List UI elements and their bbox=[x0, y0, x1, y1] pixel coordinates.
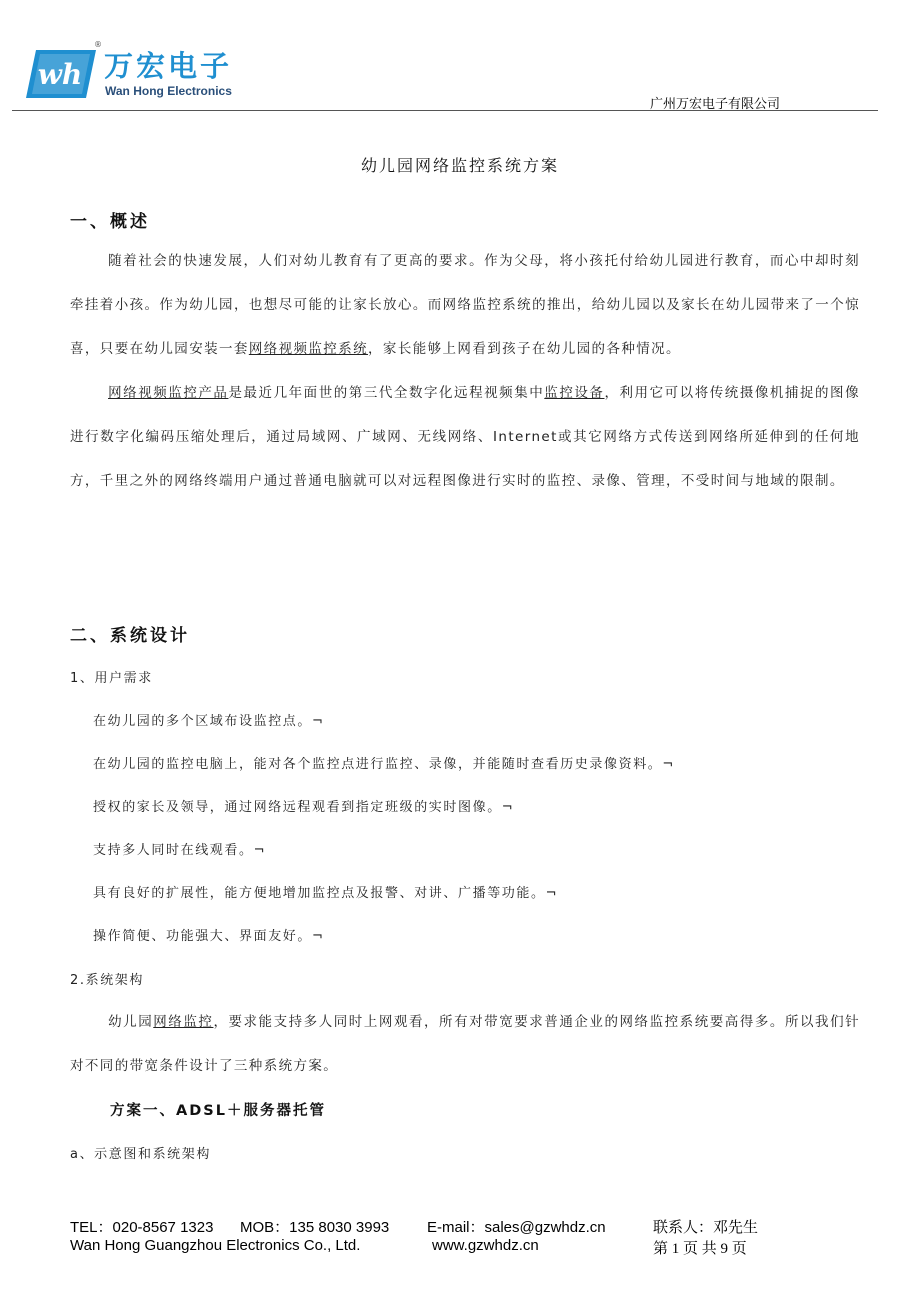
need-item: 在幼儿园的多个区域布设监控点。¬ bbox=[93, 714, 325, 729]
link-network-monitoring[interactable]: 网络监控 bbox=[153, 1014, 214, 1030]
document-title: 幼儿园网络监控系统方案 bbox=[360, 156, 559, 175]
subheading-architecture: 2.系统架构 bbox=[70, 973, 145, 988]
overview-paragraph-2: 网络视频监控产品是最近几年面世的第三代全数字化远程视频集中监控设备，利用它可以将传统摄像机捕捉的图像进行数字化编码压缩处理后，通过局域网、广域网、无线网络、Internet或其它网络方式传送到网络所延伸到的任何地方，千里之外的网络终端用户通过普通电脑就可以对远程图像进行实时的监控、录像、管理，不受时间与地域的限制。 bbox=[70, 385, 860, 489]
need-item: 具有良好的扩展性，能方便地增加监控点及报警、对讲、广播等功能。¬ bbox=[93, 886, 559, 901]
logo-english-name: Wan Hong Electronics bbox=[105, 84, 232, 98]
subheading-user-needs: 1、用户需求 bbox=[70, 671, 153, 686]
link-network-video-system[interactable]: 网络视频监控系统 bbox=[248, 341, 369, 357]
footer-website[interactable]: www.gzwhdz.cn bbox=[432, 1237, 539, 1254]
link-monitoring-equipment[interactable]: 监控设备 bbox=[544, 385, 605, 401]
need-item: 在幼儿园的监控电脑上，能对各个监控点进行监控、录像，并能随时查看历史录像资料。¬ bbox=[93, 757, 675, 772]
need-item: 操作简便、功能强大、界面友好。¬ bbox=[93, 929, 325, 944]
scheme-one-heading: 方案一、ADSL＋服务器托管 bbox=[110, 1103, 326, 1119]
footer-mobile: MOB：135 8030 3993 bbox=[240, 1219, 390, 1236]
scheme-one-subheading: a、示意图和系统架构 bbox=[70, 1147, 211, 1162]
footer-contact: 联系人：邓先生 bbox=[653, 1220, 759, 1236]
header-divider bbox=[12, 110, 878, 111]
logo-chinese-name: 万宏电子 bbox=[104, 49, 233, 83]
footer-company-english: Wan Hong Guangzhou Electronics Co., Ltd. bbox=[70, 1237, 361, 1254]
need-item: 授权的家长及领导，通过网络远程观看到指定班级的实时图像。¬ bbox=[93, 800, 515, 815]
logo-mark-icon bbox=[26, 44, 98, 102]
footer-page-number: 第 1 页 共 9 页 bbox=[653, 1241, 747, 1257]
footer-tel: TEL：020-8567 1323 bbox=[70, 1219, 214, 1236]
architecture-paragraph: 幼儿园网络监控，要求能支持多人同时上网观看，所有对带宽要求普通企业的网络监控系统要高得多。所以我们针对不同的带宽条件设计了三种系统方案。 bbox=[70, 1014, 861, 1074]
need-item: 支持多人同时在线观看。¬ bbox=[93, 843, 267, 858]
overview-paragraph-1: 随着社会的快速发展，人们对幼儿教育有了更高的要求。作为父母，将小孩托付给幼儿园进行教育，而心中却时刻牵挂着小孩。作为幼儿园，也想尽可能的让家长放心。而网络监控系统的推出，给幼儿园以及家长在幼儿园带来了一个惊喜，只要在幼儿园安装一套网络视频监控系统，家长能够上网看到孩子在幼儿园的各种情况。 bbox=[70, 253, 860, 357]
logo-mark-text: wh bbox=[37, 58, 83, 91]
link-network-video-product[interactable]: 网络视频监控产品 bbox=[108, 385, 229, 401]
header-company-name: 广州万宏电子有限公司 bbox=[649, 97, 780, 112]
footer-email[interactable]: E-mail：sales@gzwhdz.cn bbox=[427, 1219, 606, 1236]
section-heading-system-design: 二、系统设计 bbox=[70, 626, 190, 646]
section-heading-overview: 一、概述 bbox=[70, 212, 150, 232]
registered-mark: ® bbox=[94, 40, 102, 49]
company-logo bbox=[26, 40, 246, 104]
